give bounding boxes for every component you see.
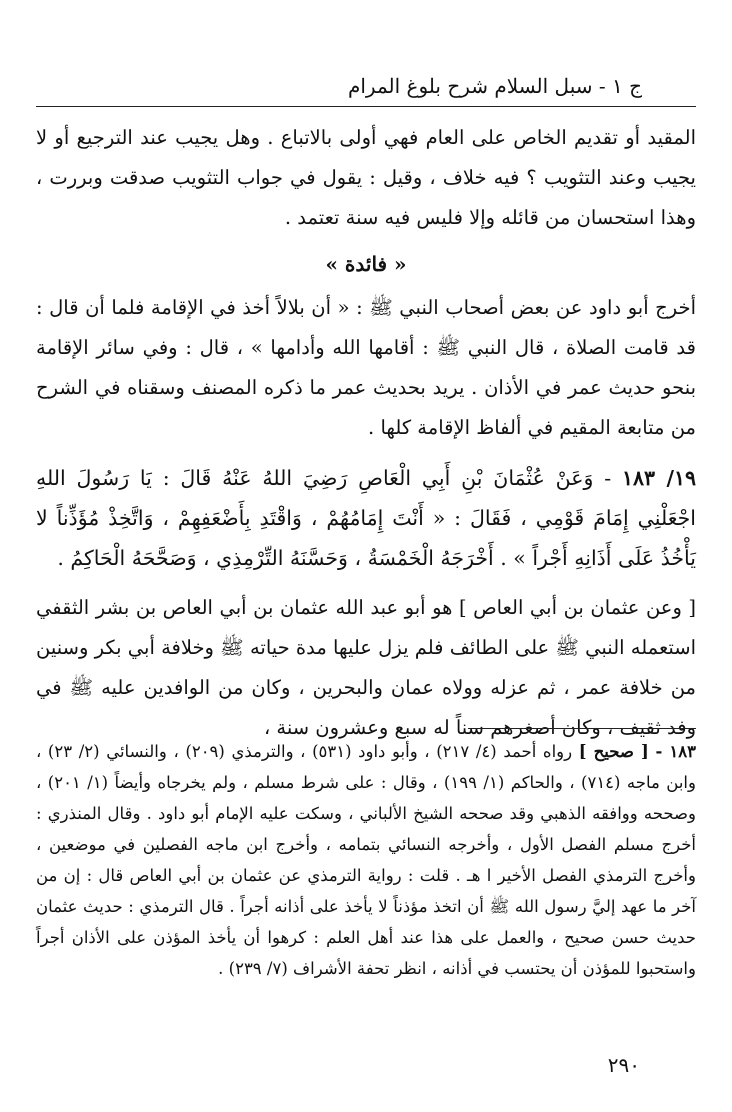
footnote-number: ١٨٣ - — [655, 742, 696, 761]
header-divider — [36, 106, 696, 107]
hadith-text: - وَعَنْ عُثْمَانَ بْنِ أَبِي الْعَاصِ رَضِيَ اللهُ عَنْهُ قَالَ : يَا رَسُولَ اللهِ اجْعَلْنِي إِمَامَ قَوْمِي ، فَقَالَ : « أَنْتَ إِمَامُهُمْ ، وَاقْتَدِ بِأَضْعَفِهِمْ ، وَاتَّخِذْ مُؤَذِّناً لا يَأْخُذُ عَلَى أَذَانِهِ أَجْراً » . أَخْرَجَهُ الْخَمْسَةُ ، وَحَسَّنَهُ التِّرْمِذِي ، وَصَحَّحَهُ الْحَاكِمُ . — [36, 466, 696, 570]
running-header: ج ١ - سبل السلام شرح بلوغ المرام — [347, 74, 642, 98]
footnote-grade: [ صحيح ] — [578, 742, 649, 761]
hadith-number: ١٩/ ١٨٣ — [621, 466, 696, 490]
footnotes — [36, 736, 696, 984]
hadith-block — [36, 458, 696, 578]
main-text — [36, 118, 696, 748]
footnote-divider — [468, 728, 696, 729]
footnote-183 — [36, 736, 696, 984]
benefit-heading: « فائدة » — [325, 252, 407, 276]
footnote-text: رواه أحمد (٤/ ٢١٧) ، وأبو داود (٥٣١) ، والترمذي (٢٠٩) ، والنسائي (٢/ ٢٣) ، وابن ماجه (٧١٤) ، والحاكم (١/ ١٩٩) ، وقال : على شرط مسلم ، ولم يخرجاه وأيضاً (١/ ٢٠١) ، وصححه ووافقه الذهبي وقد صححه الشيخ الألباني ، وسكت عليه الإمام أبو داود . وقال المنذري : أخرج مسلم الفصل الأول ، وأخرجه النسائي بتمامه ، وأخرج ابن ماجه الفصلين في موضعين ، وأخرج الترمذي الفصل الأخير ا هـ . قلت : رواية الترمذي عن عثمان بن أبي العاص قال : إن من آخر ما عهد إليَّ رسول الله ﷺ أن اتخذ مؤذناً لا يأخذ على أذانه أجراً . قال الترمذي : حديث عثمان حديث حسن صحيح ، والعمل على هذا عند أهل العلم : كرهوا أن يأخذ المؤذن على الأذان أجراً واستحبوا للمؤذن أن يحتسب في أذانه ، انظر تحفة الأشراف (٧/ ٢٣٩) . — [36, 742, 696, 978]
benefit-paragraph: أخرج أبو داود عن بعض أصحاب النبي ﷺ : « أن بلالاً أخذ في الإقامة فلما أن قال : قد قامت الصلاة ، قال النبي ﷺ : أقامها الله وأدامها » ، قال : وفي سائر الإقامة بنحو حديث عمر في الأذان . يريد بحديث عمر ما ذكره المصنف وسقناه في الشرح من متابعة المقيم في ألفاظ الإقامة كلها . — [36, 296, 696, 439]
intro-paragraph: المقيد أو تقديم الخاص على العام فهي أولى بالاتباع . وهل يجيب عند الترجيع أو لا يجيب وعند التثويب ؟ فيه خلاف ، وقيل : يقول في جواب التثويب صدقت وبررت ، وهذا استحسان من قائله وإلا فليس فيه سنة تعتمد . — [36, 126, 696, 229]
commentary-paragraph: [ وعن عثمان بن أبي العاص ] هو أبو عبد الله عثمان بن أبي العاص بن بشر الثقفي استعمله النبي ﷺ على الطائف فلم يزل عليها مدة حياته ﷺ وخلافة أبي بكر وسنين من خلافة عمر ، ثم عزله وولاه عمان والبحرين ، وكان من الوافدين عليه ﷺ في وفد ثقيف ، وكان أصغرهم سناً له سبع وعشرون سنة ، — [36, 596, 696, 739]
page-number: ٢٩٠ — [607, 1053, 640, 1077]
